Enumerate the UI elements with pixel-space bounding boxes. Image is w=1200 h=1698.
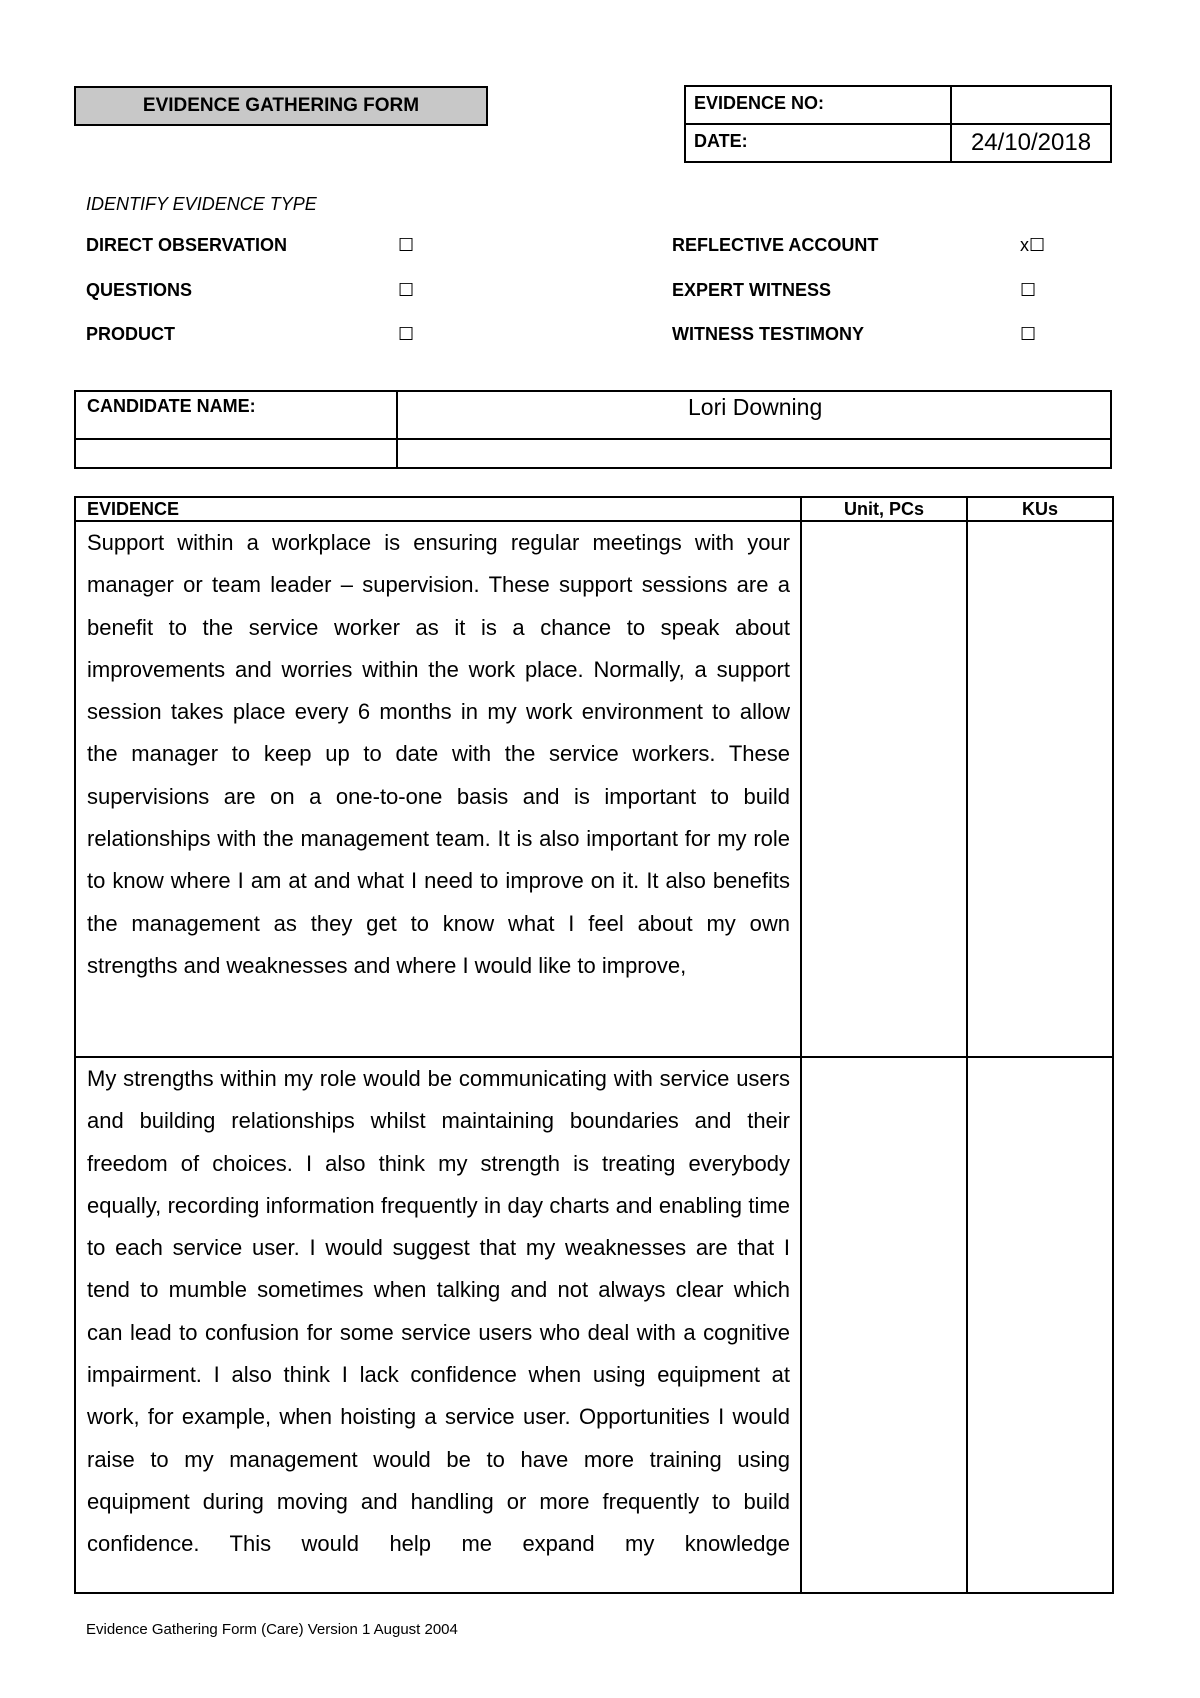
evidence-text: My strengths within my role would be communicating with service users and building relationships whilst maintaining boundaries and their freedom of choices. I also think my strength is treating everybody equally, recording information frequently in day charts and enabling time to each service user. I would suggest that my weaknesses are that I tend to mumble sometimes when talking and not always clear which can lead to confusion for some service users who deal with a cognitive impairment. I also think I lack confidence when using equipment at work, for example, when hoisting a service user. Opportunities I would raise to my management would be to have more training using equipment during moving and handling or more frequently to build confidence. This would help me expand my knowledge xyxy=(87,1066,790,1557)
kus-cell[interactable] xyxy=(967,521,1113,1057)
evidence-no-label: EVIDENCE NO: xyxy=(685,86,951,124)
type-label-expert-witness: EXPERT WITNESS xyxy=(672,280,832,300)
evidence-text: Support within a workplace is ensuring regular meetings with your manager or team leader – supervision. These support sessions are a benefit to the service worker as it is a chance to speak about improvements and worries within the work place. Normally, a support session takes place every 6 months in my work environment to allow the manager to keep up to date with the service workers. These supervisions are on a one-to-one basis and is important to build relationships with the management team. It is also important for my role to know where I am at and what I need to improve on it. It also benefits the management as they get to know what I feel about my own strengths and weaknesses and where I would like to improve, xyxy=(87,530,790,978)
evidence-no-value[interactable] xyxy=(951,86,1111,124)
kus-cell[interactable] xyxy=(967,1057,1113,1593)
checkbox-product[interactable]: ☐ xyxy=(398,324,415,344)
evidence-number-date-table xyxy=(684,85,1112,163)
candidate-name-label: CANDIDATE NAME: xyxy=(75,391,397,439)
type-label-questions: QUESTIONS xyxy=(86,280,193,300)
unit-pcs-cell[interactable] xyxy=(801,521,967,1057)
type-label-reflective-account: REFLECTIVE ACCOUNT xyxy=(672,235,879,255)
table-row xyxy=(75,1057,1113,1593)
type-label-product: PRODUCT xyxy=(86,324,175,344)
evidence-type-heading: IDENTIFY EVIDENCE TYPE xyxy=(86,194,317,214)
kus-header: KUs xyxy=(967,497,1113,521)
candidate-name-value[interactable]: Lori Downing xyxy=(397,391,1111,439)
evidence-cell[interactable] xyxy=(75,521,801,1057)
date-label: DATE: xyxy=(685,124,951,162)
checkbox-expert-witness[interactable]: ☐ xyxy=(1020,280,1037,300)
candidate-extra-cell-1[interactable] xyxy=(75,439,397,468)
evidence-table xyxy=(74,496,1114,1594)
form-title: EVIDENCE GATHERING FORM xyxy=(74,86,488,126)
candidate-table xyxy=(74,390,1112,469)
type-label-direct-observation: DIRECT OBSERVATION xyxy=(86,235,288,255)
evidence-header: EVIDENCE xyxy=(75,497,801,521)
evidence-cell[interactable] xyxy=(75,1057,801,1593)
checkbox-witness-testimony[interactable]: ☐ xyxy=(1020,324,1037,344)
checkbox-reflective-account[interactable]: x☐ xyxy=(1020,235,1046,255)
checkbox-direct-observation[interactable]: ☐ xyxy=(398,235,415,255)
candidate-extra-cell-2[interactable] xyxy=(397,439,1111,468)
table-row xyxy=(75,521,1113,1057)
page-footer: Evidence Gathering Form (Care) Version 1 August 2004 xyxy=(86,1621,458,1638)
unit-pcs-cell[interactable] xyxy=(801,1057,967,1593)
checkbox-questions[interactable]: ☐ xyxy=(398,280,415,300)
date-value[interactable]: 24/10/2018 xyxy=(951,124,1111,162)
unit-pcs-header: Unit, PCs xyxy=(801,497,967,521)
type-label-witness-testimony: WITNESS TESTIMONY xyxy=(672,324,865,344)
